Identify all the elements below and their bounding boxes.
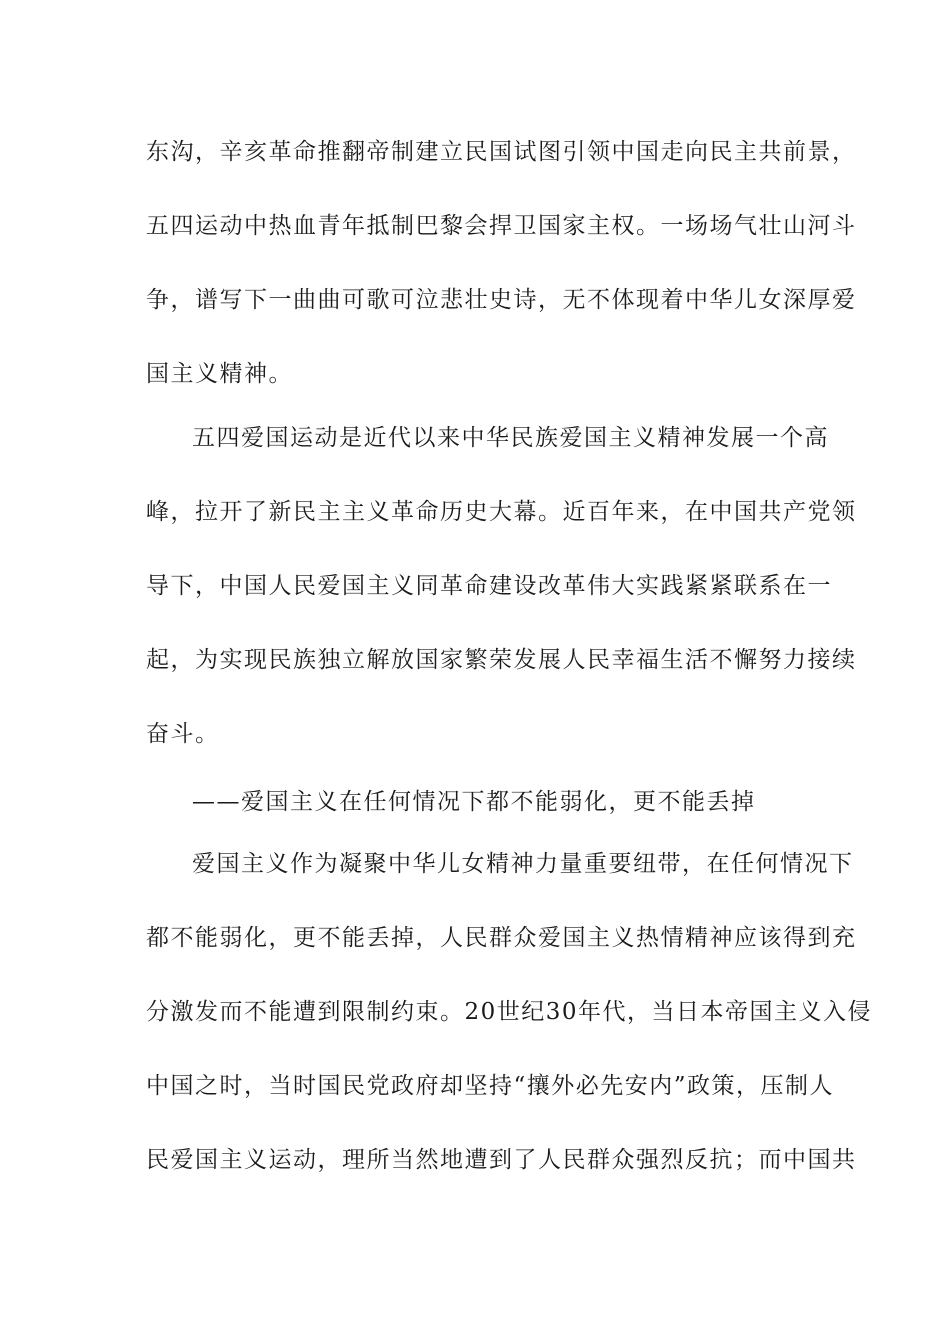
text-line: 都不能弱化，更不能丢掉，人民群众爱国主义热情精神应该得到充 — [146, 925, 857, 951]
text-line: 国主义精神。 — [146, 361, 293, 387]
text-line: 中国之时，当时国民党政府却坚持“攘外必先安内”政策，压制人 — [146, 1073, 835, 1099]
text-line: 奋斗。 — [146, 721, 220, 747]
paragraph-first-line: 爱国主义作为凝聚中华儿女精神力量重要纽带，在任何情况下 — [192, 851, 854, 877]
text-line: 民爱国主义运动，理所当然地遭到了人民群众强烈反抗；而中国共 — [146, 1147, 857, 1173]
text-line: 起，为实现民族独立解放国家繁荣发展人民幸福生活不懈努力接续 — [146, 647, 857, 673]
text-line: 争，谱写下一曲曲可歌可泣悲壮史诗，无不体现着中华儿女深厚爱 — [146, 287, 857, 313]
text-line: 五四运动中热血青年抵制巴黎会捍卫国家主权。一场场气壮山河斗 — [146, 213, 857, 239]
text-line: 峰，拉开了新民主主义革命历史大幕。近百年来，在中国共产党领 — [146, 499, 857, 525]
text-line: 导下，中国人民爱国主义同革命建设改革伟大实践紧紧联系在一 — [146, 573, 832, 599]
text-line: 东沟，辛亥革命推翻帝制建立民国试图引领中国走向民主共前景， — [146, 139, 857, 165]
paragraph-first-line: 五四爱国运动是近代以来中华民族爱国主义精神发展一个高 — [192, 425, 829, 451]
section-heading: ——爱国主义在任何情况下都不能弱化，更不能丢掉 — [192, 789, 756, 815]
text-line: 分激发而不能遭到限制约束。20世纪30年代，当日本帝国主义入侵 — [146, 999, 873, 1025]
